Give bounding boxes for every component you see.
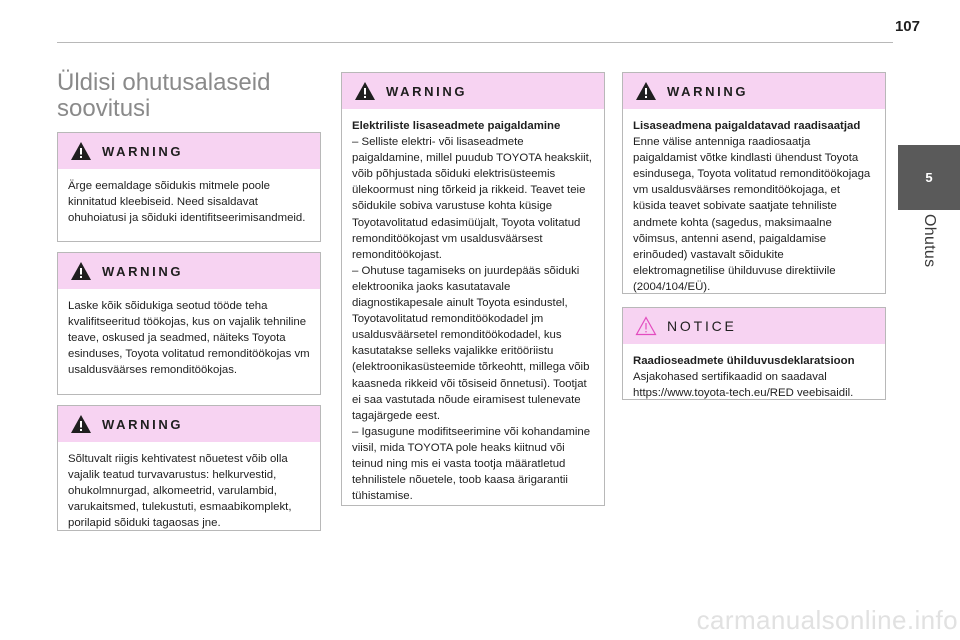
warning-triangle-icon — [70, 141, 92, 161]
warning-label: WARNING — [667, 83, 749, 99]
notice-heading: Raadioseadmete ühilduvusdeklaratsioon — [633, 355, 855, 367]
warning-triangle-icon — [635, 81, 657, 101]
section-tab[interactable] — [898, 145, 960, 210]
warning-header — [342, 73, 604, 109]
warning-body — [623, 109, 885, 303]
warning-label: WARNING — [102, 416, 184, 432]
warning-heading: Lisaseadmena paigaldatavad raadisaatjad — [633, 120, 861, 132]
header-divider — [57, 42, 893, 43]
warning-body — [58, 289, 320, 386]
warning-box-electrical — [341, 72, 605, 506]
watermark: carmanualsonline.info — [696, 605, 958, 635]
warning-header — [58, 133, 320, 169]
warning-text: Ärge eemaldage sõidukis mitmele poole kinnitatud kleebiseid. Need sisaldavat ohuhoiatusi ja sõiduki identifitseerimisandmeid. — [68, 180, 306, 225]
warning-heading: Elektriliste lisaseadmete paigaldamine — [352, 120, 561, 132]
notice-box-declaration — [622, 307, 886, 400]
warning-label: WARNING — [386, 83, 468, 99]
notice-body — [623, 344, 885, 409]
warning-body — [342, 109, 604, 512]
section-label-text: Ohutus — [921, 214, 938, 268]
warning-triangle-icon — [70, 414, 92, 434]
notice-header — [623, 308, 885, 344]
warning-box-stickers — [57, 132, 321, 242]
warning-header — [623, 73, 885, 109]
warning-paragraph-3: – Igasugune modifitseerimine või kohandamine viisil, mida TOYOTA pole heaks kiitnud või teinud ning mis ei vasta tootja määratletud tehnilistele nõuetele, toob kaasa ärigarantii tühistamise. — [352, 425, 591, 503]
warning-body — [58, 442, 320, 539]
warning-triangle-icon — [354, 81, 376, 101]
notice-text: Asjakohased sertifikaadid on saadaval https://www.toyota-tech.eu/RED veebisaidil. — [633, 371, 854, 400]
warning-paragraph-2: – Ohutuse tagamiseks on juurdepääs sõiduki elektroonika jaoks kasutatavale diagnostikapesale ainult Toyota esindustel, Toyotavolitatud remonditöökodadel jm usaldusväärsetel remonditöökodadel, kus kasutatakse selleks vajalikke eritööriistu (elektroonikasüsteemide tõrkeohtt, millega võib kaasneda rikkeid või tõsiseid õnnetusi). Tootjat ei saa vastutada nõude eiramisest tulenevate tagajärgede eest. — [352, 264, 590, 422]
warning-text: Enne välise antenniga raadiosaatja paigaldamist võtke kindlasti ühendust Toyota esindusega, Toyota volitatud remonditöökojaga vm usaldusväärses remonditöökojaga, et küsida teavet sobivate saatjate tehniliste andmete kohta (sagedus, maksimaalne võimsus, antenni asend, paigaldamise erinõuded) vastavalt sõidukite elektromagnetilise ühilduvuse direktiivile (2004/104/EÜ). — [633, 136, 871, 293]
warning-triangle-icon — [70, 261, 92, 281]
warning-header — [58, 406, 320, 442]
warning-label: WARNING — [102, 263, 184, 279]
notice-label: NOTICE — [667, 318, 737, 334]
warning-text: Sõltuvalt riigis kehtivatest nõuetest võib olla vajalik teatud turvavarustus: helkurvestid, ohukolmnurgad, alkomeetrid, varulambid, varukaitsmed, tulekustuti, esmaabikomplekt, porilapid sõiduki tagaosas jne. — [68, 453, 292, 530]
warning-text: Laske kõik sõidukiga seotud tööde teha kvalifitseeritud töökojas, kus on vajalik tehniline teave, oskused ja seadmed, näiteks Toyota esinduses, Toyota volitatud remonditöökojas vm usaldusväärses remonditöökojas. — [68, 300, 310, 377]
warning-box-radio-transmitters — [622, 72, 886, 294]
page-number: 107 — [894, 18, 920, 35]
warning-paragraph-1: – Selliste elektri- või lisaseadmete paigaldamine, millel puudub TOYOTA heakskiit, võib põhjustada sõiduki elektrisüsteemis ülekoormust ning tõrkeid ja rikkeid. Teavet teie sõidukile sobiva varustuse kohta küsige Toyotavolitatud edasimüüjalt, Toyota volitatud remonditöökojast vm usaldusväärsest remonditöökojast. — [352, 136, 592, 261]
page-title: Üldisi ohutusalaseid soovitusi — [57, 69, 271, 122]
warning-header — [58, 253, 320, 289]
warning-box-equipment — [57, 405, 321, 531]
section-label — [898, 214, 960, 284]
warning-body — [58, 169, 320, 234]
section-number: 5 — [925, 170, 933, 185]
notice-triangle-icon — [635, 316, 657, 336]
warning-label: WARNING — [102, 143, 184, 159]
warning-box-service — [57, 252, 321, 395]
